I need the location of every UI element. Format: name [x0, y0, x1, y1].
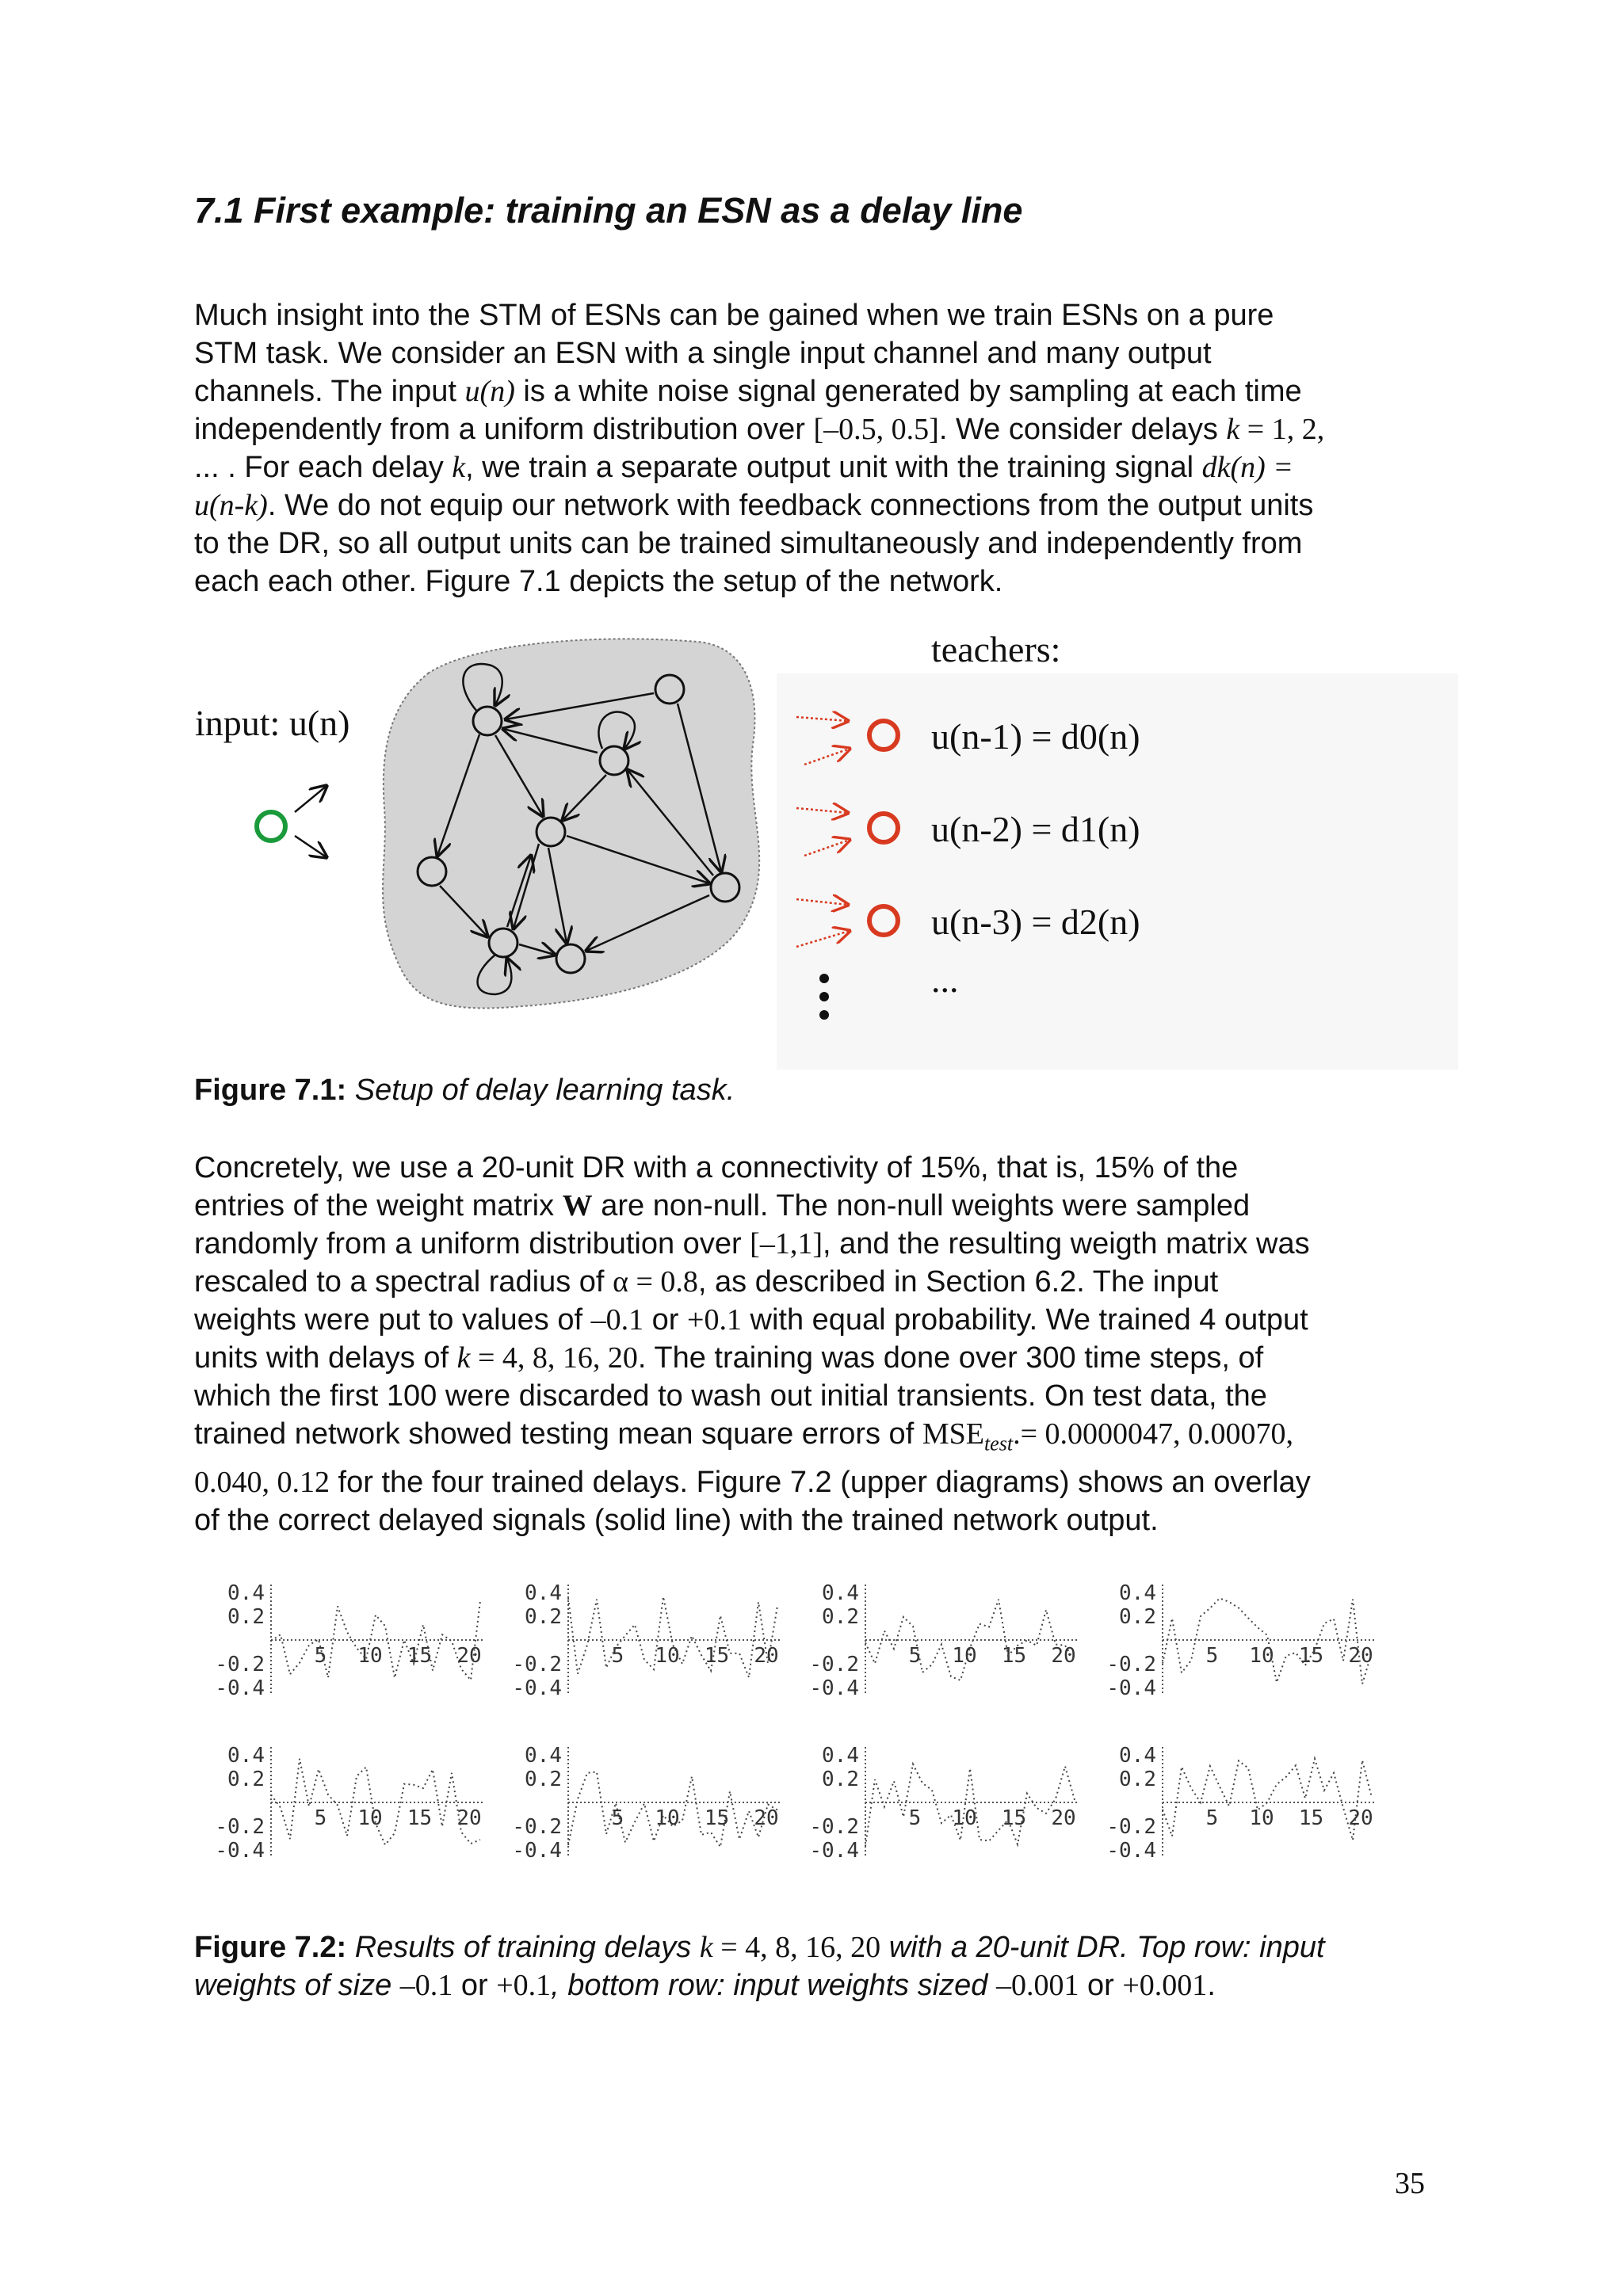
y-tick-label: -0.4 — [512, 1839, 562, 1863]
math-inline: k — [452, 451, 466, 484]
x-tick-label: 15 — [1001, 1806, 1027, 1830]
x-tick-label: 10 — [655, 1806, 680, 1830]
y-tick-label: -0.4 — [512, 1676, 562, 1700]
teachers-label: teachers: — [931, 629, 1061, 669]
caption-text: or — [1079, 1969, 1123, 2002]
figure-7-1-diagram — [190, 626, 1458, 1070]
caption-text: Setup of delay learning task. — [354, 1074, 735, 1107]
math-inline: [–1,1] — [750, 1227, 823, 1261]
math-subscript: test — [983, 1432, 1014, 1455]
x-tick-label: 10 — [952, 1644, 977, 1668]
paragraph-intro — [194, 296, 1446, 601]
plot-panel — [512, 1581, 782, 1700]
math-inline: –0.1 — [399, 1969, 453, 2002]
math-inline: MSE — [922, 1417, 984, 1451]
y-tick-label: 0.4 — [822, 1744, 859, 1768]
text-line: which the first 100 were discarded to wash out initial transients. On test data, the — [194, 1379, 1267, 1413]
y-tick-label: -0.4 — [1106, 1676, 1156, 1700]
y-tick-label: 0.2 — [525, 1605, 562, 1629]
y-tick-label: -0.4 — [809, 1839, 859, 1863]
x-tick-label: 20 — [1051, 1806, 1076, 1830]
x-tick-label: 10 — [655, 1644, 680, 1668]
math-inline: +0.1 — [687, 1303, 742, 1337]
caption-label: Figure 7.1: — [194, 1074, 347, 1107]
x-tick-label: 5 — [908, 1806, 922, 1830]
text-line: weights were put to values of — [194, 1303, 591, 1337]
y-tick-label: -0.4 — [809, 1676, 859, 1700]
y-tick-label: -0.4 — [215, 1839, 265, 1863]
signal-trace — [1163, 1598, 1372, 1684]
x-tick-label: 5 — [314, 1644, 327, 1668]
x-tick-label: 20 — [1051, 1644, 1076, 1668]
y-tick-label: 0.4 — [1119, 1581, 1156, 1605]
x-tick-label: 5 — [1205, 1644, 1219, 1668]
y-tick-label: 0.4 — [227, 1581, 265, 1605]
text-line: , we train a separate output unit with the training signal — [465, 451, 1202, 484]
x-tick-label: 15 — [1001, 1644, 1027, 1668]
x-tick-label: 15 — [407, 1806, 433, 1830]
x-tick-label: 15 — [1298, 1806, 1324, 1830]
x-tick-label: 15 — [1298, 1644, 1324, 1668]
caption-text: with a 20-unit DR. Top row: input — [880, 1931, 1325, 1964]
plot-panel — [1106, 1744, 1377, 1863]
text-line: each each other. Figure 7.1 depicts the setup of the network. — [194, 565, 1003, 598]
y-tick-label: -0.2 — [809, 1653, 859, 1676]
math-inline: = 1, 2, — [1239, 413, 1325, 446]
text-line: to the DR, so all output units can be trained simultaneously and independently from — [194, 527, 1303, 560]
y-tick-label: 0.4 — [525, 1581, 562, 1605]
text-line: rescaled to a spectral radius of — [194, 1265, 613, 1299]
x-tick-label: 10 — [357, 1644, 383, 1668]
plot-panel — [512, 1744, 782, 1863]
y-tick-label: -0.2 — [512, 1815, 562, 1839]
text-line: trained network showed testing mean square errors of — [194, 1417, 922, 1451]
text-line: or — [643, 1303, 688, 1337]
x-tick-label: 15 — [407, 1644, 433, 1668]
input-arrows — [295, 786, 327, 857]
math-inline: [–0.5, 0.5] — [813, 413, 939, 446]
x-tick-label: 20 — [754, 1806, 779, 1830]
caption-text: weights of size — [194, 1969, 400, 2002]
text-line: independently from a uniform distribution over — [194, 413, 814, 446]
figure-7-1-caption — [194, 1071, 735, 1109]
x-tick-label: 20 — [1348, 1806, 1373, 1830]
math-inline: 0.040, 0.12 — [194, 1465, 330, 1499]
x-tick-label: 5 — [908, 1644, 922, 1668]
math-inline: u(n-k) — [194, 489, 268, 522]
math-inline: k — [456, 1341, 471, 1375]
teacher-ellipsis: ... — [931, 959, 959, 1000]
y-tick-label: -0.4 — [215, 1676, 265, 1700]
plot-panel — [215, 1581, 485, 1700]
x-tick-label: 10 — [1249, 1644, 1274, 1668]
text-line: with equal probability. We trained 4 output — [741, 1303, 1308, 1337]
more-outputs-dots — [819, 974, 829, 1020]
x-tick-label: 10 — [1249, 1806, 1274, 1830]
caption-label: Figure 7.2: — [194, 1931, 347, 1964]
math-inline: α = 0.8 — [613, 1265, 698, 1299]
plot-panel — [215, 1744, 485, 1863]
math-inline: dk(n) = — [1201, 451, 1293, 484]
page-number: 35 — [1395, 2167, 1425, 2200]
text-line: channels. The input — [194, 375, 465, 408]
text-line: entries of the weight matrix — [194, 1189, 563, 1222]
caption-text: Results of training delays — [354, 1931, 700, 1964]
x-tick-label: 5 — [611, 1806, 624, 1830]
text-line: for the four trained delays. Figure 7.2 (upper diagrams) shows an overlay — [330, 1465, 1311, 1499]
math-inline: –0.001 — [995, 1969, 1079, 2002]
input-node — [257, 812, 285, 841]
y-tick-label: 0.4 — [525, 1744, 562, 1768]
math-inline: u(n) — [464, 375, 515, 408]
plot-panel — [1106, 1581, 1377, 1700]
math-inline: +0.1 — [496, 1969, 552, 2002]
teacher-row: u(n-2) = d1(n) — [931, 809, 1140, 849]
x-tick-label: 15 — [704, 1806, 730, 1830]
math-inline: .= 0.0000047, 0.00070, — [1013, 1417, 1293, 1451]
text-line: of the correct delayed signals (solid line) with the trained network output. — [194, 1503, 1159, 1537]
math-inline: = 4, 8, 16, 20 — [470, 1341, 638, 1375]
y-tick-label: -0.4 — [1106, 1839, 1156, 1863]
math-inline: +0.001 — [1122, 1969, 1208, 2002]
y-tick-label: 0.2 — [822, 1768, 859, 1791]
text-line: , and the resulting weigth matrix was — [822, 1227, 1310, 1261]
text-line: . The training was done over 300 time steps, of — [637, 1341, 1264, 1375]
paragraph-setup — [194, 1149, 1446, 1539]
y-tick-label: -0.2 — [1106, 1653, 1156, 1676]
text-line: , as described in Section 6.2. The input — [697, 1265, 1219, 1299]
x-tick-label: 20 — [456, 1644, 482, 1668]
y-tick-label: 0.2 — [227, 1768, 265, 1791]
x-tick-label: 20 — [456, 1806, 482, 1830]
y-tick-label: -0.2 — [1106, 1815, 1156, 1839]
text-line: . We do not equip our network with feedback connections from the output units — [267, 489, 1314, 522]
text-line: is a white noise signal generated by sampling at each time — [514, 375, 1302, 408]
figure-7-2-plots — [206, 1565, 1442, 1905]
y-tick-label: 0.4 — [227, 1744, 265, 1768]
y-tick-label: 0.2 — [227, 1605, 265, 1629]
plot-panel — [809, 1744, 1079, 1863]
x-tick-label: 5 — [611, 1644, 624, 1668]
x-tick-label: 5 — [1205, 1806, 1219, 1830]
input-label: input: u(n) — [195, 703, 350, 743]
caption-text: , bottom row: input weights sized — [551, 1969, 996, 2002]
text-line: are non-null. The non-null weights were sampled — [592, 1189, 1251, 1222]
signal-trace — [865, 1764, 1075, 1847]
section-heading: 7.1 First example: training an ESN as a delay line — [194, 190, 1023, 231]
text-line: units with delays of — [194, 1341, 457, 1375]
text-line: ... . For each delay — [194, 451, 453, 484]
x-tick-label: 5 — [314, 1806, 327, 1830]
caption-text: or — [453, 1969, 497, 2002]
y-tick-label: 0.2 — [1119, 1768, 1156, 1791]
text-line: STM task. We consider an ESN with a single input channel and many output — [194, 337, 1212, 370]
math-inline: k — [699, 1931, 713, 1964]
x-tick-label: 20 — [1348, 1644, 1373, 1668]
text-line: randomly from a uniform distribution over — [194, 1227, 750, 1261]
text-line: . We consider delays — [938, 413, 1227, 446]
text-line: Much insight into the STM of ESNs can be gained when we train ESNs on a pure — [194, 299, 1274, 332]
y-tick-label: 0.4 — [1119, 1744, 1156, 1768]
math-inline: W — [562, 1189, 593, 1222]
y-tick-label: -0.2 — [215, 1653, 265, 1676]
y-tick-label: 0.2 — [822, 1605, 859, 1629]
y-tick-label: 0.2 — [1119, 1605, 1156, 1629]
text-line: Concretely, we use a 20-unit DR with a connectivity of 15%, that is, 15% of the — [194, 1151, 1239, 1184]
y-tick-label: -0.2 — [512, 1653, 562, 1676]
math-inline: –0.1 — [590, 1303, 644, 1337]
reservoir-blob — [383, 639, 759, 1008]
caption-text: . — [1207, 1969, 1216, 2002]
y-tick-label: 0.2 — [525, 1768, 562, 1791]
x-tick-label: 10 — [357, 1806, 383, 1830]
y-tick-label: 0.4 — [822, 1581, 859, 1605]
teacher-row: u(n-1) = d0(n) — [931, 716, 1140, 757]
math-inline: = 4, 8, 16, 20 — [712, 1931, 881, 1964]
x-tick-label: 15 — [704, 1644, 730, 1668]
x-tick-label: 10 — [952, 1806, 977, 1830]
y-tick-label: -0.2 — [215, 1815, 265, 1839]
y-tick-label: -0.2 — [809, 1815, 859, 1839]
teacher-row: u(n-3) = d2(n) — [931, 902, 1140, 942]
plot-panel — [809, 1581, 1079, 1700]
x-tick-label: 20 — [754, 1644, 779, 1668]
math-inline: k — [1226, 413, 1240, 446]
figure-7-2-caption — [194, 1928, 1446, 2004]
